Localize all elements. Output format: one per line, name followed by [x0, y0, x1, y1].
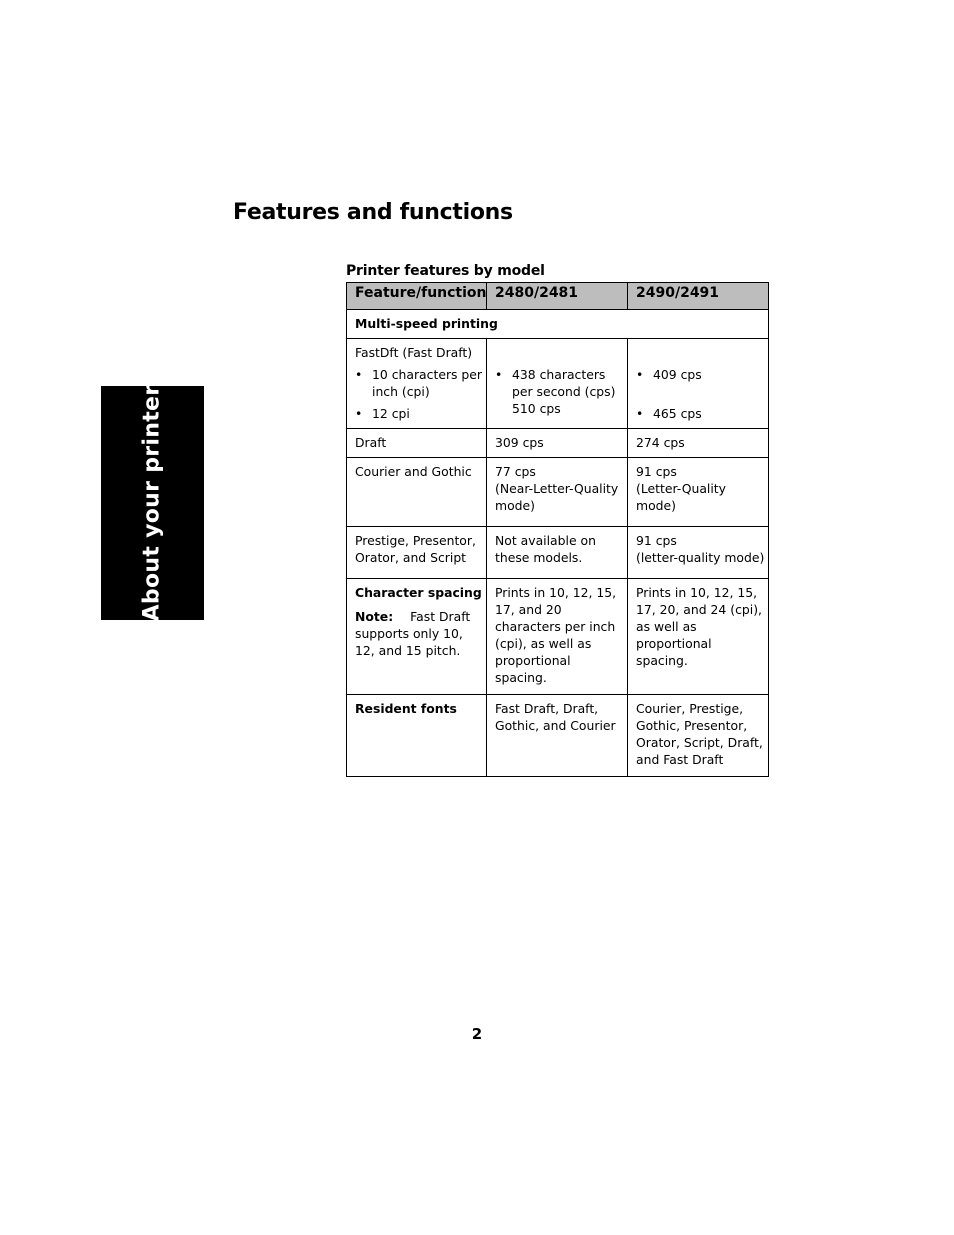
- table-row-fastdft: [347, 339, 769, 429]
- cell-courier-gothic-2480: 77 cps (Near-Letter-Quality mode): [487, 458, 628, 527]
- section-label-multispeed: Multi-speed printing: [347, 310, 769, 339]
- table-row-prestige: [347, 527, 769, 579]
- table-row-draft: [347, 429, 769, 458]
- page-title: Features and functions: [233, 200, 513, 225]
- fastdft-2490-bullet-409: • 409 cps: [636, 366, 766, 383]
- cell-prestige-feature: Prestige, Presentor, Orator, and Script: [347, 527, 487, 579]
- cell-courier-gothic-2490: 91 cps (Letter-Quality mode): [628, 458, 769, 527]
- table-row-character-spacing: [347, 579, 769, 695]
- header-model-2480-2481: 2480/2481: [487, 283, 628, 310]
- fastdft-feature-bullets: [355, 366, 484, 422]
- cell-draft-2480: 309 cps: [487, 429, 628, 458]
- header-model-2490-2491: 2490/2491: [628, 283, 769, 310]
- cell-courier-gothic-feature: Courier and Gothic: [347, 458, 487, 527]
- fastdft-feature-label: FastDft (Fast Draft): [355, 345, 473, 360]
- cell-resident-fonts-feature: Resident fonts: [347, 695, 487, 777]
- header-feature-function: Feature/function: [347, 283, 487, 310]
- cell-resident-fonts-2480: Fast Draft, Draft, Gothic, and Courier: [487, 695, 628, 777]
- fastdft-bullet-10cpi: • 10 characters per inch (cpi): [355, 366, 484, 400]
- note-label: Note:: [355, 609, 394, 624]
- cell-fastdft-feature: [347, 339, 487, 429]
- printer-features-table: [346, 282, 769, 777]
- table-row-courier-gothic: [347, 458, 769, 527]
- table-caption: Printer features by model: [346, 263, 545, 279]
- fastdft-bullet-12cpi: • 12 cpi: [355, 405, 484, 422]
- cell-resident-fonts-2490: Courier, Prestige, Gothic, Presentor, Orator, Script, Draft, and Fast Draft: [628, 695, 769, 777]
- fastdft-2480-extra: 510 cps: [512, 401, 561, 416]
- chapter-side-tab: [101, 386, 204, 620]
- cell-draft-2490: 274 cps: [628, 429, 769, 458]
- fastdft-2480-bullets: [495, 366, 625, 417]
- fastdft-2480-bullet: • 438 characters per second (cps) 510 cps: [495, 366, 625, 417]
- char-spacing-note: [355, 608, 484, 659]
- cell-fastdft-2480: [487, 339, 628, 429]
- table-row-resident-fonts: [347, 695, 769, 777]
- cell-prestige-2490: 91 cps (letter-quality mode): [628, 527, 769, 579]
- cell-draft-feature: Draft: [347, 429, 487, 458]
- cell-char-spacing-2480: Prints in 10, 12, 15, 17, and 20 characters per inch (cpi), as well as proportional spacing.: [487, 579, 628, 695]
- cell-fastdft-2490: [628, 339, 769, 429]
- section-row-multispeed: [347, 310, 769, 339]
- cell-char-spacing-feature: [347, 579, 487, 695]
- page-number: 2: [471, 1025, 483, 1043]
- chapter-side-tab-label: About your printer: [139, 384, 165, 622]
- cell-prestige-2480: Not available on these models.: [487, 527, 628, 579]
- cell-char-spacing-2490: Prints in 10, 12, 15, 17, 20, and 24 (cpi), as well as proportional spacing.: [628, 579, 769, 695]
- fastdft-2490-bullet-465: • 465 cps: [636, 405, 766, 422]
- char-spacing-label: Character spacing: [355, 585, 482, 600]
- fastdft-2490-bullets: [636, 366, 766, 422]
- table-header-row: [347, 283, 769, 310]
- note-text: Fast Draft supports only 10, 12, and 15 pitch.: [355, 609, 471, 658]
